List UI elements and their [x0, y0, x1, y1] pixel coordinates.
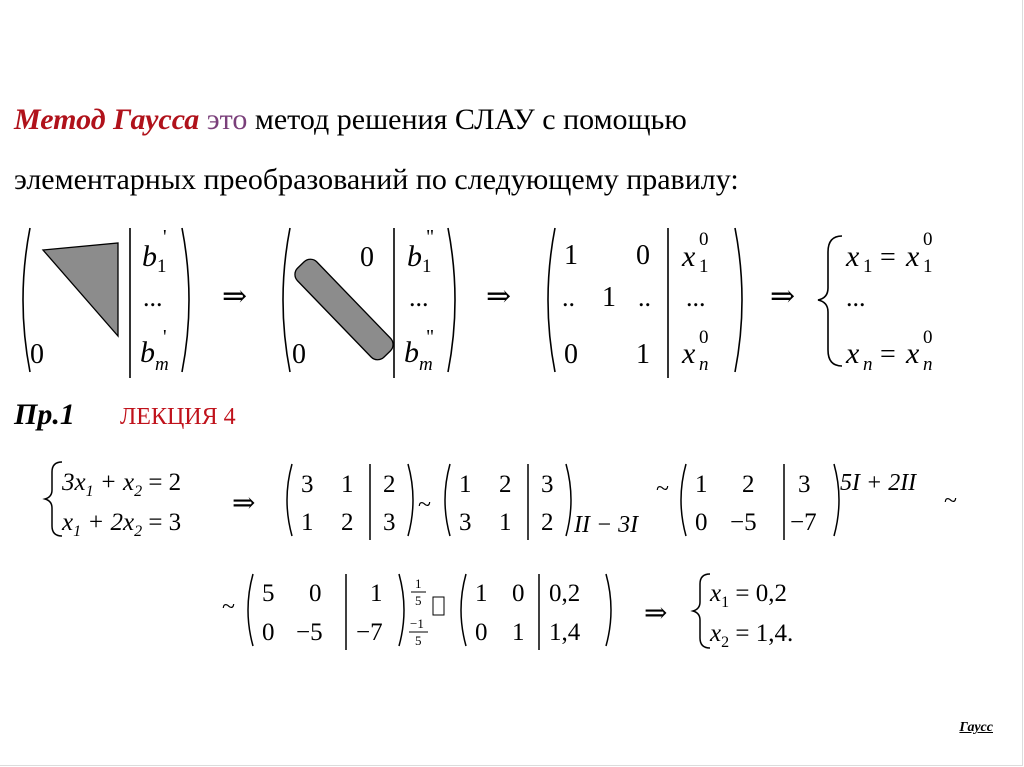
zero-label: 0	[30, 339, 44, 370]
svg-text:x: x	[906, 240, 920, 273]
svg-text:−1: −1	[410, 616, 424, 631]
svg-text:0: 0	[636, 240, 650, 271]
svg-text:−7: −7	[790, 509, 817, 536]
footer-nav-link[interactable]: Гаусс	[959, 720, 993, 735]
heading-line-1-text: метод решения СЛАУ с помощью	[247, 103, 687, 136]
example-label: Пр.1	[14, 398, 75, 431]
svg-text:0: 0	[699, 229, 709, 250]
svg-text:...: ...	[846, 283, 866, 312]
svg-text:": "	[426, 326, 435, 348]
row-scale-factors	[409, 576, 428, 648]
svg-text:1: 1	[699, 256, 709, 277]
svg-text:1: 1	[475, 580, 488, 607]
svg-text:1,4: 1,4	[549, 619, 581, 646]
scheme-matrix-3	[548, 228, 742, 378]
implies-arrow: ⇒	[486, 280, 512, 313]
svg-text:x2 = 1,4.: $x_2 = 1,4$.	[710, 620, 794, 651]
svg-text:1: 1	[512, 619, 525, 646]
svg-text:": "	[426, 226, 435, 248]
svg-text:...: ...	[686, 283, 706, 312]
svg-text:0: 0	[360, 242, 374, 273]
svg-text:x: x	[682, 240, 696, 273]
svg-text:1: 1	[695, 471, 708, 498]
example-matrix-c	[681, 464, 839, 540]
svg-text:0: 0	[923, 327, 933, 348]
svg-text:0: 0	[262, 619, 275, 646]
svg-text:x: x	[846, 240, 860, 273]
svg-text:−5: −5	[730, 509, 757, 536]
diagonal-band-shape	[291, 256, 397, 364]
svg-text:5: 5	[415, 633, 422, 648]
svg-text:1: 1	[301, 509, 314, 536]
svg-text:x: x	[682, 337, 696, 370]
example-matrix-b	[445, 464, 571, 540]
svg-text:...: ...	[409, 283, 429, 312]
svg-text:x1 + 2x2 = 3: $x_1 + 2x_2 = 3$	[62, 509, 182, 540]
svg-text:1: 1	[923, 256, 933, 277]
svg-text:1: 1	[459, 471, 472, 498]
svg-text:1: 1	[341, 471, 354, 498]
svg-text:x: x	[846, 337, 860, 370]
example-result-system	[693, 574, 793, 651]
svg-text:3: 3	[798, 471, 811, 498]
svg-text:2: 2	[742, 471, 755, 498]
svg-text:0: 0	[309, 580, 322, 607]
svg-text:3: 3	[301, 471, 314, 498]
svg-text:1: 1	[157, 256, 167, 277]
svg-text:5: 5	[415, 593, 422, 608]
implies-arrow: ⇒	[644, 598, 668, 629]
lower-triangle-shape	[43, 243, 118, 336]
svg-text:1: 1	[863, 256, 873, 277]
svg-text:m: m	[419, 354, 433, 375]
svg-text:1: 1	[564, 240, 578, 271]
svg-text:=: =	[880, 242, 896, 273]
example-matrix-a	[287, 464, 413, 540]
svg-text:x1 = 0,2: $x_1 = 0,2$	[710, 580, 787, 611]
tilde-sign: ~	[418, 492, 431, 518]
svg-text:': '	[163, 226, 167, 248]
implies-arrow: ⇒	[770, 280, 796, 313]
tilde-sign: ~	[222, 594, 235, 620]
row-operation-c: 5I + 2II	[840, 470, 917, 496]
scheme-matrix-2	[283, 226, 455, 378]
svg-text:1: 1	[415, 576, 422, 591]
svg-text:3: 3	[459, 509, 472, 536]
svg-text:3x1 + x2 = 2: $3x_1 + x_2 = 2$	[62, 469, 182, 500]
svg-text:2: 2	[541, 509, 554, 536]
svg-text:1: 1	[422, 256, 432, 277]
svg-text:0: 0	[923, 229, 933, 250]
svg-text:': '	[163, 326, 167, 348]
svg-text:3: 3	[541, 471, 554, 498]
scheme-matrix-1	[23, 226, 189, 378]
svg-text:=: =	[880, 339, 896, 370]
svg-text:b: b	[407, 240, 422, 273]
svg-text:0,2: 0,2	[549, 580, 581, 607]
svg-text:..: ..	[638, 283, 651, 312]
svg-text:0: 0	[475, 619, 488, 646]
example-matrix-d	[248, 574, 404, 650]
example-system	[45, 462, 181, 540]
svg-text:..: ..	[562, 283, 575, 312]
method-term: Метод Гаусса	[14, 103, 200, 136]
svg-text:b: b	[404, 336, 419, 369]
svg-text:n: n	[923, 354, 933, 375]
svg-text:0: 0	[512, 580, 525, 607]
lecture-label: ЛЕКЦИЯ 4	[120, 404, 236, 430]
implies-arrow: ⇒	[232, 488, 256, 519]
svg-text:1: 1	[602, 282, 616, 313]
svg-text:...: ...	[143, 283, 163, 312]
heading-line-2: элементарных преобразований по следующему правилу:	[14, 163, 739, 196]
svg-text:m: m	[155, 354, 169, 375]
svg-text:2: 2	[341, 509, 354, 536]
scheme-solution-system	[818, 229, 933, 375]
svg-text:0: 0	[699, 327, 709, 348]
equivalence-box-icon	[433, 597, 444, 615]
svg-text:b: b	[140, 336, 155, 369]
example-matrix-e	[461, 574, 611, 650]
svg-text:b: b	[142, 240, 157, 273]
row-operation-b: II − 3I	[574, 512, 639, 538]
implies-arrow: ⇒	[222, 280, 248, 313]
svg-text:x: x	[906, 337, 920, 370]
connector-word: это	[206, 103, 248, 136]
svg-text:n: n	[863, 354, 873, 375]
svg-text:1: 1	[499, 509, 512, 536]
svg-text:−5: −5	[296, 619, 323, 646]
tilde-sign: ~	[944, 488, 957, 514]
tilde-sign: ~	[656, 476, 669, 502]
svg-text:3: 3	[383, 509, 396, 536]
svg-text:5: 5	[262, 580, 275, 607]
svg-text:1: 1	[636, 339, 650, 370]
svg-text:2: 2	[383, 471, 396, 498]
svg-text:2: 2	[499, 471, 512, 498]
svg-text:0: 0	[292, 339, 306, 370]
svg-text:0: 0	[695, 509, 708, 536]
svg-text:0: 0	[564, 339, 578, 370]
svg-text:−7: −7	[356, 619, 383, 646]
svg-text:n: n	[699, 354, 709, 375]
svg-text:1: 1	[370, 580, 383, 607]
